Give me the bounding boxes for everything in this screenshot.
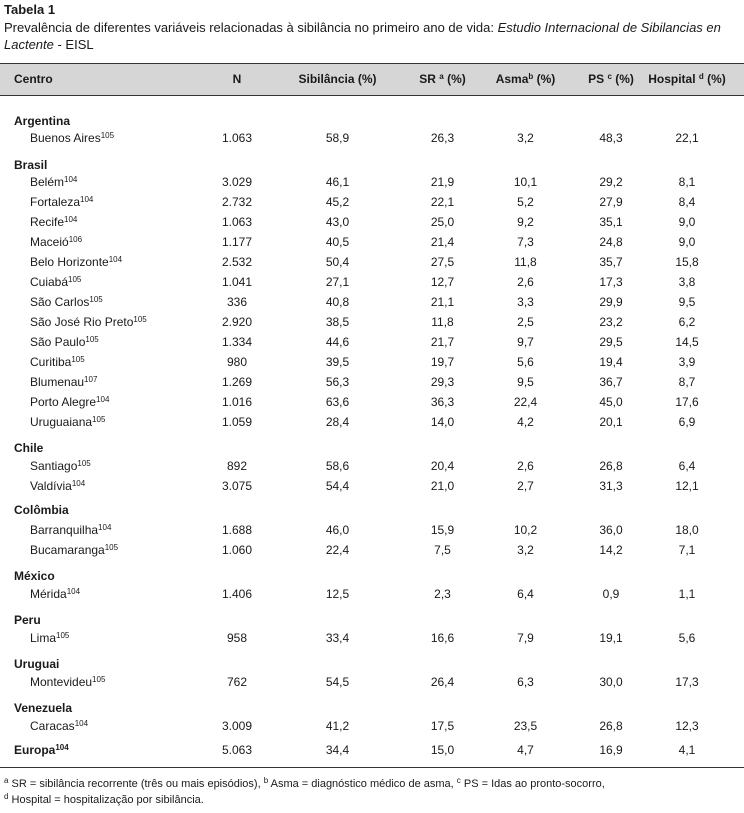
cell-sibilancia: 54,5: [325, 675, 350, 689]
cell-sr: 21,9: [430, 175, 455, 189]
cell-asma: 6,3: [517, 675, 534, 689]
cell-asma: 2,5: [517, 315, 534, 329]
cell-hospital: 8,7: [678, 375, 696, 389]
footnote-b-sup: b: [263, 776, 269, 785]
cell-hospital: 18,0: [675, 523, 699, 537]
row-centro: [30, 587, 80, 601]
row-centro: [30, 675, 105, 689]
cell-n: 1.063: [221, 131, 253, 145]
cell-sibilancia: 50,4: [325, 255, 350, 269]
row-centro: [30, 459, 91, 473]
centro-name: Recife: [30, 215, 65, 229]
cell-hospital: 1,1: [678, 587, 696, 601]
cell-ps: 26,8: [599, 459, 623, 473]
cell-ps: 14,2: [599, 543, 623, 557]
cell-sr: 19,7: [430, 355, 455, 369]
cell-sibilancia: 44,6: [325, 335, 350, 349]
cell-hospital: 9,0: [678, 235, 696, 249]
table-row: [0, 312, 744, 332]
cell-hospital: 6,4: [678, 459, 696, 473]
cell-sr: 20,4: [430, 459, 455, 473]
cell-sibilancia: 58,9: [325, 131, 350, 145]
cell-asma: 2,6: [517, 459, 534, 473]
cell-ps: 29,5: [599, 335, 623, 349]
cell-sibilancia: 54,4: [325, 479, 350, 493]
group-label: Chile: [14, 441, 44, 455]
reference-number: 104: [74, 719, 89, 728]
header-hospital-unit: (%): [703, 72, 726, 86]
group-label: Colômbia: [14, 503, 69, 517]
cell-asma: 2,7: [517, 479, 534, 493]
row-centro: [30, 719, 88, 733]
table-header: [0, 63, 744, 96]
footnote-c-sup: c: [456, 776, 461, 785]
table-row: [0, 672, 744, 692]
cell-n: 1.406: [221, 587, 253, 601]
centro-name: Porto Alegre: [30, 395, 97, 409]
row-centro: [30, 543, 118, 557]
cell-hospital: 12,1: [675, 479, 699, 493]
reference-number: 104: [80, 195, 94, 204]
cell-n: 980: [226, 355, 248, 369]
reference-number: 105: [92, 415, 106, 424]
cell-ps: 30,0: [599, 675, 623, 689]
row-centro: [14, 743, 69, 757]
cell-ps: 20,1: [599, 415, 623, 429]
header-sr: [400, 72, 485, 86]
table-row: [0, 292, 744, 312]
centro-name: Blumenau: [30, 375, 85, 389]
group-label: Brasil: [14, 158, 48, 172]
cell-sibilancia: 33,4: [325, 631, 350, 645]
cell-n: 3.009: [221, 719, 253, 733]
cell-sr: 27,5: [430, 255, 455, 269]
cell-n: 1.177: [221, 235, 253, 249]
caption-italic-text: Estudio Internacional de Sibilancias en Lactente: [4, 20, 721, 52]
cell-ps: 26,8: [599, 719, 623, 733]
table-row: [0, 332, 744, 352]
cell-hospital: 17,3: [675, 675, 699, 689]
cell-n: 2.732: [221, 195, 253, 209]
table-caption: [4, 19, 742, 53]
header-hospital-sup: d: [698, 72, 704, 81]
cell-hospital: 3,9: [678, 355, 696, 369]
cell-ps: 0,9: [602, 587, 620, 601]
cell-sr: 17,5: [430, 719, 455, 733]
centro-name: Barranquilha: [30, 523, 99, 537]
cell-asma: 9,5: [517, 375, 534, 389]
reference-number: 105: [85, 335, 99, 344]
cell-asma: 7,3: [517, 235, 534, 249]
cell-asma: 22,4: [513, 395, 538, 409]
cell-sr: 11,8: [431, 315, 454, 329]
cell-hospital: 6,2: [678, 315, 696, 329]
row-centro: [30, 275, 81, 289]
centro-name: Mérida: [30, 587, 67, 601]
row-centro: [30, 235, 82, 249]
cell-asma: 9,7: [517, 335, 534, 349]
table-row: [0, 252, 744, 272]
cell-n: 2.532: [221, 255, 253, 269]
row-centro: [30, 215, 77, 229]
table-group-row: [0, 566, 744, 586]
cell-n: 1.334: [221, 335, 253, 349]
cell-asma: 2,6: [517, 275, 534, 289]
table-row: [0, 372, 744, 392]
cell-sibilancia: 38,5: [325, 315, 350, 329]
reference-number: 105: [100, 131, 115, 140]
header-n: N: [232, 72, 242, 86]
header-ps-label: PS: [588, 72, 605, 86]
cell-sibilancia: 22,4: [325, 543, 350, 557]
centro-name: São Paulo: [30, 335, 86, 349]
table-row: [0, 716, 744, 736]
centro-name: Bucamaranga: [30, 543, 105, 557]
cell-n: 1.063: [221, 215, 253, 229]
cell-asma: 6,4: [517, 587, 534, 601]
cell-asma: 3,2: [517, 543, 534, 557]
centro-name: Caracas: [30, 719, 75, 733]
table-row: [0, 476, 744, 496]
header-hospital-label: Hospital: [648, 72, 696, 86]
table-row: [0, 540, 744, 560]
reference-number: 104: [96, 395, 110, 404]
reference-number: 104: [108, 255, 123, 264]
cell-hospital: 17,6: [675, 395, 699, 409]
cell-sr: 15,0: [430, 743, 455, 757]
reference-number: 105: [68, 275, 82, 284]
cell-n: 1.059: [221, 415, 253, 429]
cell-ps: 17,3: [599, 275, 623, 289]
reference-number: 104: [71, 479, 86, 488]
footnote-a-sup: a: [4, 776, 9, 785]
centro-name: Maceió: [30, 235, 69, 249]
cell-asma: 23,5: [513, 719, 538, 733]
cell-hospital: 12,3: [675, 719, 699, 733]
cell-n: 5.063: [221, 743, 253, 757]
footnote-d: Hospital = hospitalização por sibilância.: [8, 794, 204, 806]
centro-name: São Carlos: [30, 295, 90, 309]
cell-sibilancia: 46,0: [325, 523, 350, 537]
cell-ps: 31,3: [599, 479, 623, 493]
cell-sr: 25,0: [430, 215, 455, 229]
cell-sr: 26,3: [430, 131, 455, 145]
cell-hospital: 8,1: [678, 175, 696, 189]
cell-ps: 48,3: [599, 131, 623, 145]
cell-asma: 4,2: [517, 415, 534, 429]
table-group-row: [0, 610, 744, 630]
cell-ps: 29,2: [599, 175, 623, 189]
header-asma-unit: (%): [533, 72, 556, 86]
centro-name: Valdívia: [30, 479, 72, 493]
header-centro: Centro: [14, 72, 53, 86]
row-centro: [30, 175, 77, 189]
reference-number: 105: [92, 675, 106, 684]
cell-sibilancia: 43,0: [325, 215, 350, 229]
cell-ps: 36,0: [599, 523, 623, 537]
centro-name: Lima: [30, 631, 57, 645]
header-ps-sup: c: [607, 72, 612, 81]
cell-sibilancia: 46,1: [325, 175, 350, 189]
cell-hospital: 6,9: [678, 415, 696, 429]
cell-sr: 21,7: [430, 335, 455, 349]
cell-hospital: 22,1: [675, 131, 699, 145]
table-group-row: [0, 438, 744, 458]
cell-hospital: 4,1: [678, 743, 696, 757]
cell-sibilancia: 34,4: [325, 743, 350, 757]
cell-sr: 15,9: [430, 523, 455, 537]
cell-sibilancia: 56,3: [325, 375, 350, 389]
cell-sr: 7,5: [434, 543, 451, 557]
cell-asma: 9,2: [517, 215, 534, 229]
cell-hospital: 9,5: [678, 295, 696, 309]
row-centro: [30, 315, 147, 329]
group-label: México: [14, 569, 55, 583]
cell-ps: 45,0: [599, 395, 623, 409]
centro-name: Cuiabá: [30, 275, 69, 289]
table-row: [0, 584, 744, 604]
centro-name: Buenos Aires: [30, 131, 101, 145]
row-centro: [30, 375, 97, 389]
header-sr-label: SR: [419, 72, 436, 86]
footnote-c: PS = Idas ao pronto-socorro,: [460, 778, 605, 790]
cell-sr: 12,7: [430, 275, 455, 289]
reference-number: 105: [77, 459, 91, 468]
cell-ps: 23,2: [599, 315, 623, 329]
row-centro: [30, 523, 111, 537]
cell-sibilancia: 40,5: [325, 235, 350, 249]
row-centro: [30, 395, 109, 409]
cell-hospital: 7,1: [678, 543, 696, 557]
cell-sr: 22,1: [430, 195, 455, 209]
centro-name: São José Rio Preto: [30, 315, 134, 329]
row-centro: [30, 479, 85, 493]
cell-ps: 29,9: [599, 295, 623, 309]
cell-asma: 4,7: [517, 743, 534, 757]
reference-number: 106: [68, 235, 83, 244]
cell-n: 336: [226, 295, 248, 309]
cell-asma: 5,6: [517, 355, 534, 369]
reference-number: 105: [56, 631, 70, 640]
cell-ps: 19,1: [599, 631, 623, 645]
cell-ps: 27,9: [599, 195, 623, 209]
centro-name: Fortaleza: [30, 195, 81, 209]
row-centro: [30, 335, 99, 349]
row-centro: [30, 631, 69, 645]
table-row: [0, 212, 744, 232]
group-label: Uruguai: [14, 657, 60, 671]
header-asma: [487, 72, 564, 86]
table-row: [0, 272, 744, 292]
reference-number: 107: [84, 375, 98, 384]
cell-ps: 24,8: [599, 235, 623, 249]
centro-name: Curitiba: [30, 355, 72, 369]
cell-sibilancia: 45,2: [325, 195, 350, 209]
cell-sr: 21,1: [430, 295, 455, 309]
table-row: [0, 456, 744, 476]
row-centro: [30, 295, 103, 309]
reference-number: 105: [104, 543, 119, 552]
cell-n: 1.269: [221, 375, 253, 389]
cell-n: 958: [226, 631, 248, 645]
header-asma-label: Asma: [495, 72, 529, 86]
reference-number: 105: [133, 315, 147, 324]
caption-text: Prevalência de diferentes variáveis relacionadas à sibilância no primeiro ano de vida:: [4, 20, 498, 35]
header-sibilancia: Sibilância (%): [298, 72, 377, 86]
reference-number: 105: [89, 295, 103, 304]
table-row: [0, 412, 744, 432]
cell-sr: 21,0: [430, 479, 455, 493]
centro-name: Belo Horizonte: [30, 255, 109, 269]
cell-n: 3.075: [221, 479, 253, 493]
footnote-d-sup: d: [4, 792, 9, 801]
cell-sibilancia: 12,5: [325, 587, 350, 601]
cell-ps: 36,7: [599, 375, 623, 389]
reference-number: 104: [55, 743, 69, 752]
cell-n: 1.041: [221, 275, 253, 289]
table-row: [0, 520, 744, 540]
table-total-row: [0, 740, 744, 760]
footnote-line-2: [4, 794, 204, 806]
cell-asma: 3,2: [517, 131, 534, 145]
cell-sibilancia: 39,5: [325, 355, 350, 369]
table-bottom-rule: [0, 767, 744, 768]
table-label: Tabela 1: [4, 2, 56, 17]
cell-sibilancia: 41,2: [325, 719, 350, 733]
cell-ps: 16,9: [599, 743, 623, 757]
group-label: Peru: [14, 613, 41, 627]
reference-number: 104: [98, 523, 112, 532]
cell-hospital: 15,8: [675, 255, 699, 269]
reference-number: 104: [64, 215, 78, 224]
table-group-row: [0, 500, 744, 520]
cell-asma: 11,8: [514, 255, 537, 269]
cell-hospital: 9,0: [678, 215, 696, 229]
table-row: [0, 172, 744, 192]
footnote-a: SR = sibilância recorrente (três ou mais episódios),: [8, 778, 264, 790]
cell-ps: 35,7: [599, 255, 623, 269]
cell-sibilancia: 63,6: [325, 395, 350, 409]
cell-hospital: 14,5: [675, 335, 699, 349]
cell-sr: 36,3: [430, 395, 455, 409]
cell-sibilancia: 27,1: [325, 275, 350, 289]
footnote-b: Asma = diagnóstico médico de asma,: [268, 778, 457, 790]
row-centro: [30, 355, 85, 369]
cell-sr: 21,4: [430, 235, 455, 249]
row-centro: [30, 131, 114, 145]
cell-ps: 35,1: [599, 215, 623, 229]
row-centro: [30, 255, 122, 269]
table-row: [0, 352, 744, 372]
cell-asma: 5,2: [517, 195, 534, 209]
cell-sr: 14,0: [430, 415, 455, 429]
reference-number: 104: [66, 587, 81, 596]
cell-ps: 19,4: [599, 355, 623, 369]
table-row: [0, 192, 744, 212]
caption-suffix: - EISL: [53, 37, 94, 52]
header-asma-sup: b: [528, 72, 534, 81]
cell-asma: 10,1: [513, 175, 538, 189]
cell-asma: 3,3: [517, 295, 534, 309]
cell-sr: 2,3: [434, 587, 451, 601]
centro-name: Uruguaiana: [30, 415, 93, 429]
reference-number: 105: [71, 355, 85, 364]
header-ps-unit: (%): [611, 72, 634, 86]
footnote-line-1: [4, 778, 605, 790]
header-sr-unit: (%): [443, 72, 466, 86]
cell-sibilancia: 28,4: [325, 415, 350, 429]
cell-n: 1.688: [221, 523, 253, 537]
cell-sibilancia: 40,8: [325, 295, 350, 309]
header-hospital: [641, 72, 733, 86]
cell-n: 2.920: [221, 315, 253, 329]
cell-asma: 10,2: [513, 523, 538, 537]
row-centro: [30, 415, 105, 429]
cell-sr: 29,3: [430, 375, 455, 389]
centro-name: Montevideu: [30, 675, 93, 689]
cell-n: 3.029: [221, 175, 253, 189]
cell-sr: 26,4: [430, 675, 455, 689]
centro-name: Europa: [14, 743, 56, 757]
cell-sibilancia: 58,6: [325, 459, 350, 473]
cell-n: 762: [226, 675, 248, 689]
cell-hospital: 3,8: [678, 275, 696, 289]
table-row: [0, 232, 744, 252]
centro-name: Santiago: [30, 459, 78, 473]
group-label: Venezuela: [14, 701, 73, 715]
table-row: [0, 392, 744, 412]
cell-hospital: 5,6: [678, 631, 696, 645]
cell-n: 892: [226, 459, 248, 473]
centro-name: Belém: [30, 175, 65, 189]
table-row: [0, 128, 744, 148]
cell-sr: 16,6: [430, 631, 455, 645]
table-row: [0, 628, 744, 648]
table-group-row: [0, 698, 744, 718]
row-centro: [30, 195, 93, 209]
cell-n: 1.060: [221, 543, 253, 557]
header-sr-sup: a: [439, 72, 444, 81]
reference-number: 104: [64, 175, 78, 184]
table-group-row: [0, 654, 744, 674]
cell-asma: 7,9: [517, 631, 534, 645]
cell-hospital: 8,4: [678, 195, 696, 209]
cell-n: 1.016: [221, 395, 253, 409]
group-label: Argentina: [14, 114, 71, 128]
